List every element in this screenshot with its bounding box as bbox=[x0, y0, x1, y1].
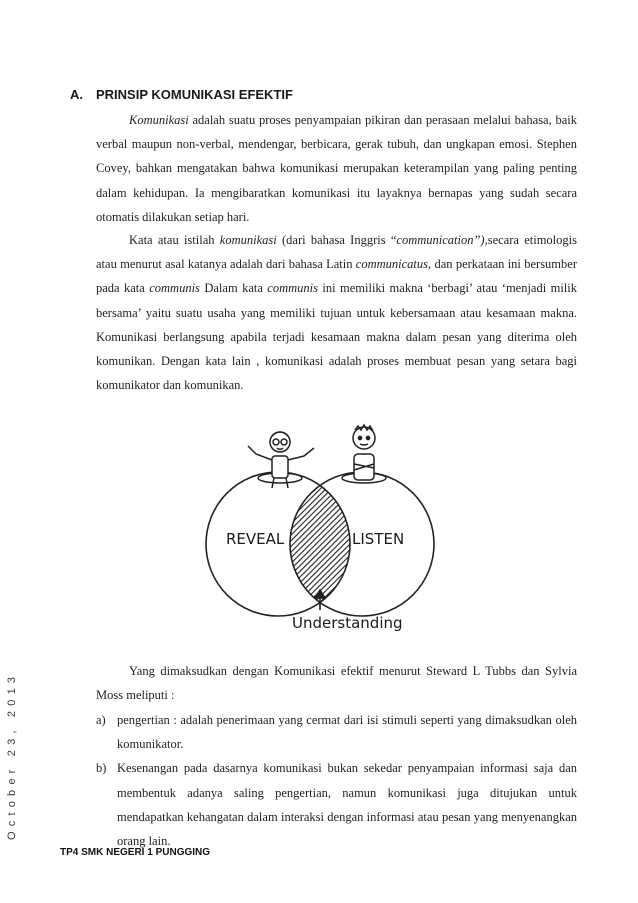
etym-text-3: secara etimologis atau menurut asal katanya adalah dari bahasa Latin bbox=[96, 233, 577, 272]
etym-term-3: communicatus bbox=[355, 257, 428, 272]
listener-figure bbox=[342, 425, 386, 483]
etym-term-5: communis bbox=[267, 281, 318, 296]
side-date: October 23, 2013 bbox=[6, 671, 18, 840]
list-marker: a) bbox=[96, 713, 106, 727]
venn-illustration bbox=[200, 416, 440, 638]
etym-text-5: Dalam kata bbox=[199, 281, 268, 296]
understanding-label: Understanding bbox=[292, 614, 403, 632]
etym-term-4: communis bbox=[149, 281, 200, 296]
etym-term-1: komunikasi bbox=[219, 233, 277, 247]
effective-communication-list bbox=[96, 708, 577, 853]
etym-text-4: , dan perkataan ini bersumber pada kata bbox=[96, 257, 577, 296]
etym-text-2: (dari bahasa Inggris “ bbox=[276, 233, 397, 247]
list-item bbox=[96, 708, 577, 756]
listen-label: LISTEN bbox=[352, 530, 405, 548]
list-item bbox=[96, 756, 577, 853]
paragraph-tubbs-moss bbox=[96, 659, 577, 707]
paragraph-tubbs-moss-text: Yang dimaksudkan dengan Komunikasi efektif menurut Steward L Tubbs dan Sylvia Moss meliputi : bbox=[96, 664, 577, 703]
reveal-label: REVEAL bbox=[226, 530, 285, 548]
paragraph-definition-text: adalah suatu proses penyampaian pikiran dan perasaan melalui bahasa, baik verbal maupun non-verbal, mendengar, berbicara, gerak tubuh, dan ungkapan emosi. Stephen Covey, bahkan mengatakan bahwa komunikasi merupakan keterampilan yang paling penting dalam kehidupan. Ia mengibaratkan komunikasi itu layaknya bernapas yang sudah secara otomatis dilakukan setiap hari. bbox=[96, 113, 577, 224]
section-number: A. bbox=[70, 87, 83, 102]
list-item-text: Kesenangan pada dasarnya komunikasi bukan sekedar penyampaian informasi saja dan membentuk adanya saling pengertian, namun komunikasi juga ditujukan untuk mendapatkan kehangatan dalam interaksi dengan informasi atau pesan yang menyenangkan orang lain. bbox=[117, 761, 577, 849]
paragraph-definition bbox=[96, 108, 577, 229]
etym-text-1: Kata atau istilah bbox=[129, 233, 220, 247]
list-item-text: pengertian : adalah penerimaan yang cermat dari isi stimuli seperti yang dimaksudkan oleh komunikator. bbox=[117, 713, 577, 752]
footer-school-name: TP4 SMK NEGERI 1 PUNGGING bbox=[60, 847, 211, 858]
section-title: PRINSIP KOMUNIKASI EFEKTIF bbox=[96, 87, 293, 102]
etym-term-2: communication”), bbox=[396, 233, 488, 247]
paragraph-etymology bbox=[96, 228, 577, 397]
list-marker: b) bbox=[96, 761, 107, 776]
section-heading bbox=[70, 87, 293, 102]
term-komunikasi: Komunikasi bbox=[129, 113, 189, 127]
speaker-figure bbox=[248, 432, 314, 488]
etym-text-6: ini memiliki makna ‘berbagi’ atau ‘menjadi milik bersama’ yaitu suatu usaha yang memiliki tujuan untuk kebersamaan atau kesamaan makna. Komunikasi berlangsung apabila terjadi kesamaan makna dalam pesan yang diterima oleh komunikan. Dengan kata lain , komunikasi adalah proses membuat pesan yang setara bagi komunikator dan komunikan. bbox=[96, 281, 578, 393]
